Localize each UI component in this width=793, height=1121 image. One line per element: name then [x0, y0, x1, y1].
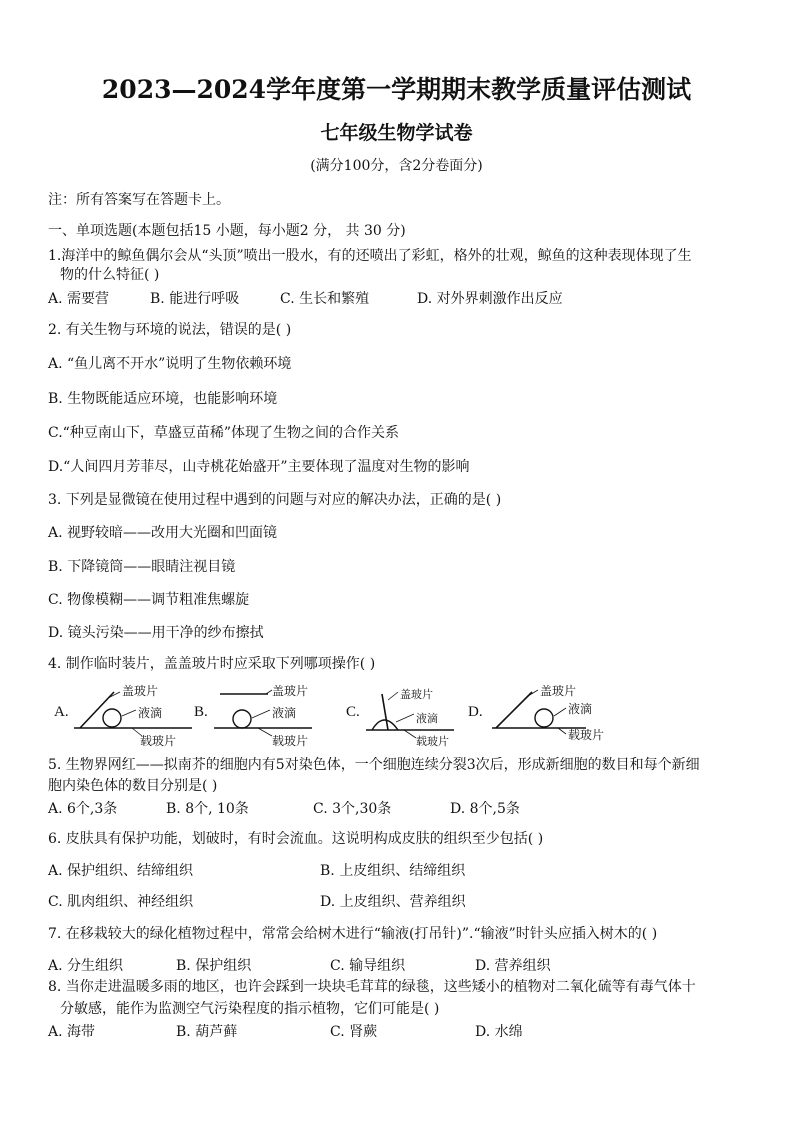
question-5-option-b: B. 8个, 10条	[166, 801, 249, 817]
question-3-option-d: D. 镜头污染——用干净的纱布擦拭	[48, 625, 264, 641]
question-5-option-a: A. 6个,3条	[48, 801, 118, 817]
answer-note: 注：所有答案写在答题卡上。	[48, 192, 230, 208]
question-2-option-d: D.“人间四月芳菲尽，山寺桃花始盛开”主要体现了温度对生物的影响	[48, 459, 470, 475]
question-2-option-c: C.“种豆南山下，草盛豆苗稀”体现了生物之间的合作关系	[48, 425, 399, 441]
figure-c-slide-label: 载玻片	[416, 735, 449, 748]
exam-title: 2023—2024学年度第一学期期末教学质量评估测试	[101, 75, 692, 104]
question-7-option-a: A. 分生组织	[48, 958, 124, 974]
question-3-stem: 3. 下列是显微镜在使用过程中遇到的问题与对应的解决办法，正确的是( )	[48, 492, 502, 508]
figure-b-letter: B.	[194, 704, 208, 720]
question-1-line1: 1.海洋中的鲸鱼偶尔会从“头顶”喷出一股水，有的还喷出了彩虹，格外的壮观，鲸鱼的这种表现体现了生	[48, 248, 692, 264]
figure-b-diagram	[192, 680, 342, 750]
question-3-option-b: B. 下降镜筒——眼睛注视目镜	[48, 559, 236, 575]
question-7-option-b: B. 保护组织	[176, 958, 252, 974]
figure-d	[466, 680, 616, 750]
figure-b-drop-label: 液滴	[272, 706, 297, 720]
section-heading: 一、单项选题(本题包括15 小题，每小题2 分， 共 30 分)	[48, 223, 406, 239]
figure-b	[192, 680, 342, 750]
question-8-option-a: A. 海带	[48, 1024, 96, 1040]
question-5-line2: 胞内染色体的数目分别是( )	[48, 778, 218, 794]
question-6-stem: 6. 皮肤具有保护功能，划破时，有时会流血。这说明构成皮肤的组织至少包括( )	[48, 831, 544, 847]
question-6-option-c: C. 肌肉组织、神经组织	[48, 894, 194, 910]
figure-c-cover-label: 盖玻片	[400, 688, 433, 701]
question-7-stem: 7. 在移栽较大的绿化植物过程中，常常会给树木进行“输液(打吊针)”.“输液”时针头应插入树木的( )	[48, 926, 658, 942]
figure-c	[344, 680, 484, 750]
figure-a-drop-label: 液滴	[138, 706, 163, 720]
question-6-option-d: D. 上皮组织、营养组织	[320, 894, 466, 910]
question-7-option-c: C. 输导组织	[330, 958, 406, 974]
figure-d-letter: D.	[468, 704, 483, 720]
figure-d-slide-label: 载玻片	[568, 728, 605, 742]
question-3-option-c: C. 物像模糊——调节粗准焦螺旋	[48, 592, 250, 608]
question-3-option-a: A. 视野较暗——改用大光圈和凹面镜	[48, 525, 278, 541]
question-8-option-c: C. 肾蕨	[330, 1024, 378, 1040]
question-8-option-d: D. 水绵	[475, 1024, 523, 1040]
question-1-option-c: C. 生长和繁殖	[280, 291, 370, 307]
question-1-option-a: A. 需要营	[48, 291, 110, 307]
question-1-line2: 物的什么特征( )	[60, 267, 160, 283]
exam-subtitle: 七年级生物学试卷	[320, 122, 473, 144]
question-5-option-c: C. 3个,30条	[313, 801, 392, 817]
figure-b-cover-label: 盖玻片	[272, 684, 309, 698]
question-1-option-d: D. 对外界刺激作出反应	[417, 291, 563, 307]
figure-c-letter: C.	[346, 704, 360, 720]
figure-d-drop-label: 液滴	[568, 702, 593, 716]
question-8-option-b: B. 葫芦藓	[176, 1024, 238, 1040]
question-2-option-a: A. “鱼儿离不开水”说明了生物依赖环境	[48, 356, 292, 372]
question-6-option-b: B. 上皮组织、结缔组织	[320, 863, 466, 879]
score-note: (满分100分，含2分卷面分)	[310, 158, 483, 174]
figure-a-slide-label: 载玻片	[140, 734, 177, 748]
figure-d-cover-label: 盖玻片	[540, 684, 577, 698]
figure-a-cover-label: 盖玻片	[122, 684, 159, 698]
question-6-option-a: A. 保护组织、结缔组织	[48, 863, 194, 879]
figure-c-drop-label: 液滴	[416, 712, 438, 725]
question-7-option-d: D. 营养组织	[475, 958, 551, 974]
figure-b-slide-label: 载玻片	[272, 734, 309, 748]
question-5-option-d: D. 8个,5条	[450, 801, 520, 817]
question-4-stem: 4. 制作临时装片，盖盖玻片时应采取下列哪项操作( )	[48, 656, 376, 672]
question-8-line2: 分敏感，能作为监测空气污染程度的指示植物，它们可能是( )	[60, 1001, 440, 1017]
question-8-line1: 8. 当你走进温暖多雨的地区，也许会踩到一块块毛茸茸的绿毯，这些矮小的植物对二氧化硫等有毒气体十	[48, 979, 696, 995]
question-2-stem: 2. 有关生物与环境的说法，错误的是( )	[48, 322, 292, 338]
figure-a-letter: A.	[54, 704, 69, 720]
question-1-option-b: B. 能进行呼吸	[150, 291, 240, 307]
question-2-option-b: B. 生物既能适应环境，也能影响环境	[48, 391, 278, 407]
question-5-line1: 5. 生物界网红——拟南芥的细胞内有5对染色体，一个细胞连续分裂3次后，形成新细胞的数目和每个新细	[48, 757, 700, 773]
